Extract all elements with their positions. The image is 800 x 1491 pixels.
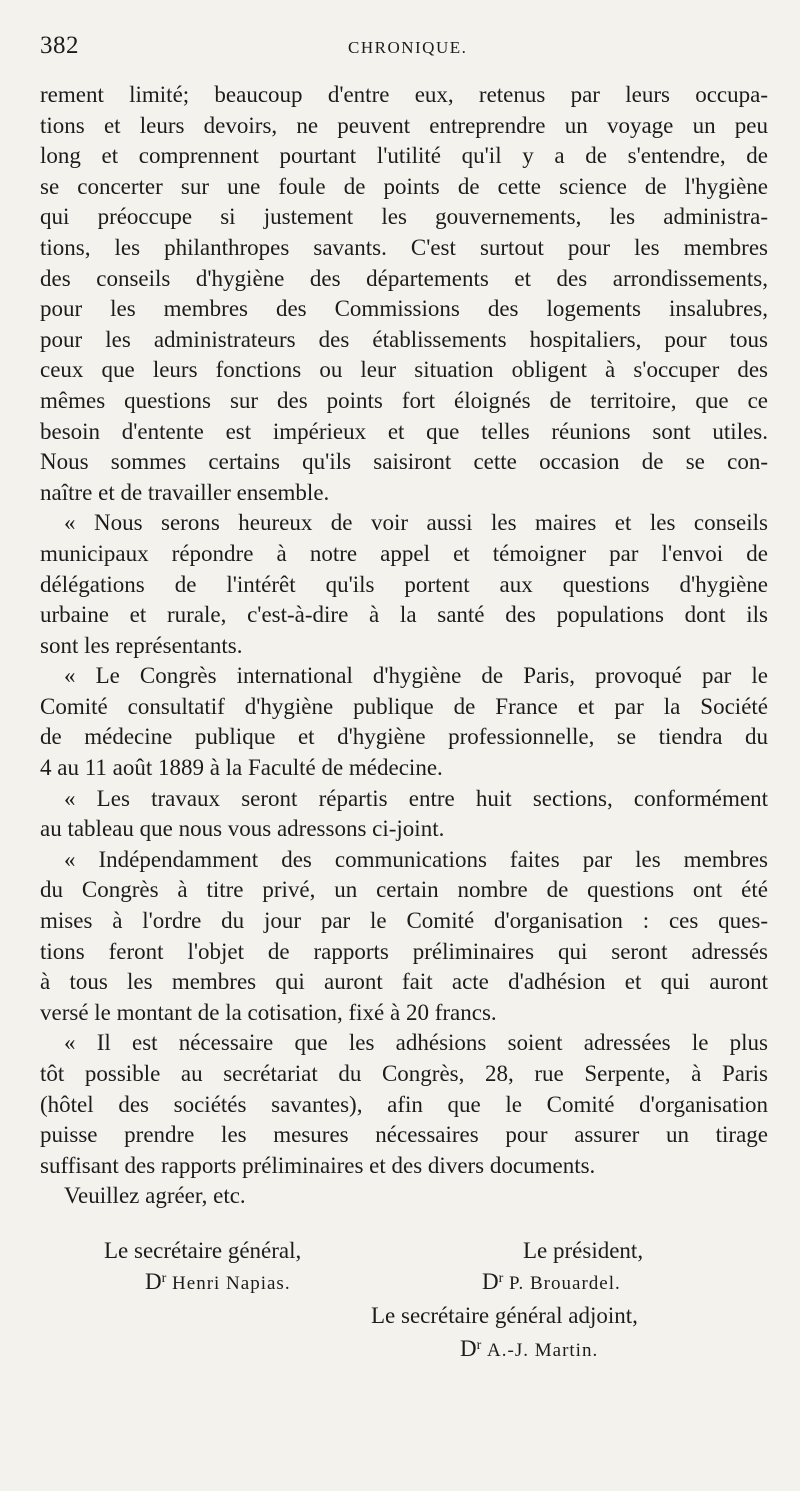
text-line: mises à l'ordre du jour par le Comité d'organisation : ces ques-: [40, 908, 768, 934]
president-sup: r: [498, 1271, 504, 1286]
text-line: urbaine et rurale, c'est-à-dire à la santé des populations dont ils: [40, 602, 768, 628]
text-line: des conseils d'hygiène des départements et des arrondissements,: [40, 265, 768, 291]
text-line: pour les membres des Commissions des logements insalubres,: [40, 296, 768, 322]
page-number: 382: [40, 32, 79, 59]
secretary-title: Le secrétaire général,: [104, 1238, 302, 1263]
adjoint-prefix: D: [460, 1336, 477, 1361]
text-line: naître et de travailler ensemble.: [40, 479, 330, 505]
text-line: se concerter sur une foule de points de cette science de l'hygiène: [40, 173, 768, 199]
text-line: long et comprennent pourtant l'utilité qu'il y a de s'entendre, de: [40, 143, 768, 169]
text-line: à tous les membres qui auront fait acte d'adhésion et qui auront: [40, 969, 768, 995]
adjoint-title: Le secrétaire général adjoint,: [371, 1303, 638, 1328]
text-line: ceux que leurs fonctions ou leur situation obligent à s'occuper des: [40, 357, 768, 383]
body-text: [40, 80, 768, 1212]
text-line: tôt possible au secrétariat du Congrès, 28, rue Serpente, à Paris: [40, 1061, 768, 1086]
text-line: « Les travaux seront répartis entre huit sections, conformément: [64, 785, 768, 811]
adjoint-name: A.-J. Martin.: [487, 1340, 599, 1361]
text-line: municipaux répondre à notre appel et témoigner par l'envoi de: [40, 540, 768, 566]
running-title: CHRONIQUE.: [348, 38, 468, 57]
text-line: sont les représentants.: [40, 632, 243, 658]
text-line: qui préoccupe si justement les gouvernements, les administra-: [40, 204, 768, 230]
secretary-prefix: D: [145, 1269, 162, 1294]
text-line: au tableau que nous vous adressons ci-joint.: [40, 816, 445, 842]
text-line: « Nous serons heureux de voir aussi les maires et les conseils: [64, 510, 768, 536]
text-line: délégations de l'intérêt qu'ils portent aux questions d'hygiène: [40, 571, 768, 597]
adjoint-sup: r: [476, 1338, 482, 1353]
text-line: pour les administrateurs des établissements hospitaliers, pour tous: [40, 326, 768, 352]
text-line: « Indépendamment des communications faites par les membres: [64, 846, 768, 872]
secretary-name: Henri Napias.: [172, 1273, 291, 1294]
text-line: « Le Congrès international d'hygiène de Paris, provoqué par le: [64, 663, 768, 689]
text-line: mêmes questions sur des points fort éloignés de territoire, que ce: [40, 387, 768, 413]
text-line: versé le montant de la cotisation, fixé à 20 francs.: [40, 999, 497, 1025]
text-line: « Il est nécessaire que les adhésions soient adressées le plus: [64, 1030, 768, 1056]
text-line: suffisant des rapports préliminaires et des divers documents.: [40, 1152, 596, 1178]
page-header: [40, 32, 760, 72]
text-line: de médecine publique et d'hygiène professionnelle, se tiendra du: [40, 724, 768, 750]
adjoint-signature: [460, 1336, 598, 1362]
president-signature: [482, 1269, 621, 1295]
text-line: Comité consultatif d'hygiène publique de France et par la Société: [40, 693, 768, 719]
text-line: Veuillez agréer, etc.: [64, 1183, 246, 1209]
text-line: du Congrès à titre privé, un certain nombre de questions ont été: [40, 877, 768, 903]
text-line: Nous sommes certains qu'ils saisiront cette occasion de se con-: [40, 449, 768, 475]
text-line: rement limité; beaucoup d'entre eux, retenus par leurs occupa-: [40, 82, 768, 107]
secretary-sup: r: [161, 1271, 167, 1286]
president-prefix: D: [482, 1269, 499, 1294]
text-line: puisse prendre les mesures nécessaires pour assurer un tirage: [40, 1122, 768, 1148]
secretary-signature: [145, 1269, 291, 1295]
text-line: (hôtel des sociétés savantes), afin que le Comité d'organisation: [40, 1091, 768, 1117]
text-line: tions feront l'objet de rapports préliminaires qui seront adressés: [40, 938, 768, 964]
text-line: besoin d'entente est impérieux et que telles réunions sont utiles.: [40, 418, 768, 444]
text-line: tions, les philanthropes savants. C'est surtout pour les membres: [40, 234, 768, 260]
text-line: tions et leurs devoirs, ne peuvent entreprendre un voyage un peu: [40, 112, 768, 138]
president-title: Le président,: [523, 1238, 644, 1263]
president-name: P. Brouardel.: [509, 1273, 621, 1294]
text-line: 4 au 11 août 1889 à la Faculté de médecine.: [40, 755, 443, 781]
